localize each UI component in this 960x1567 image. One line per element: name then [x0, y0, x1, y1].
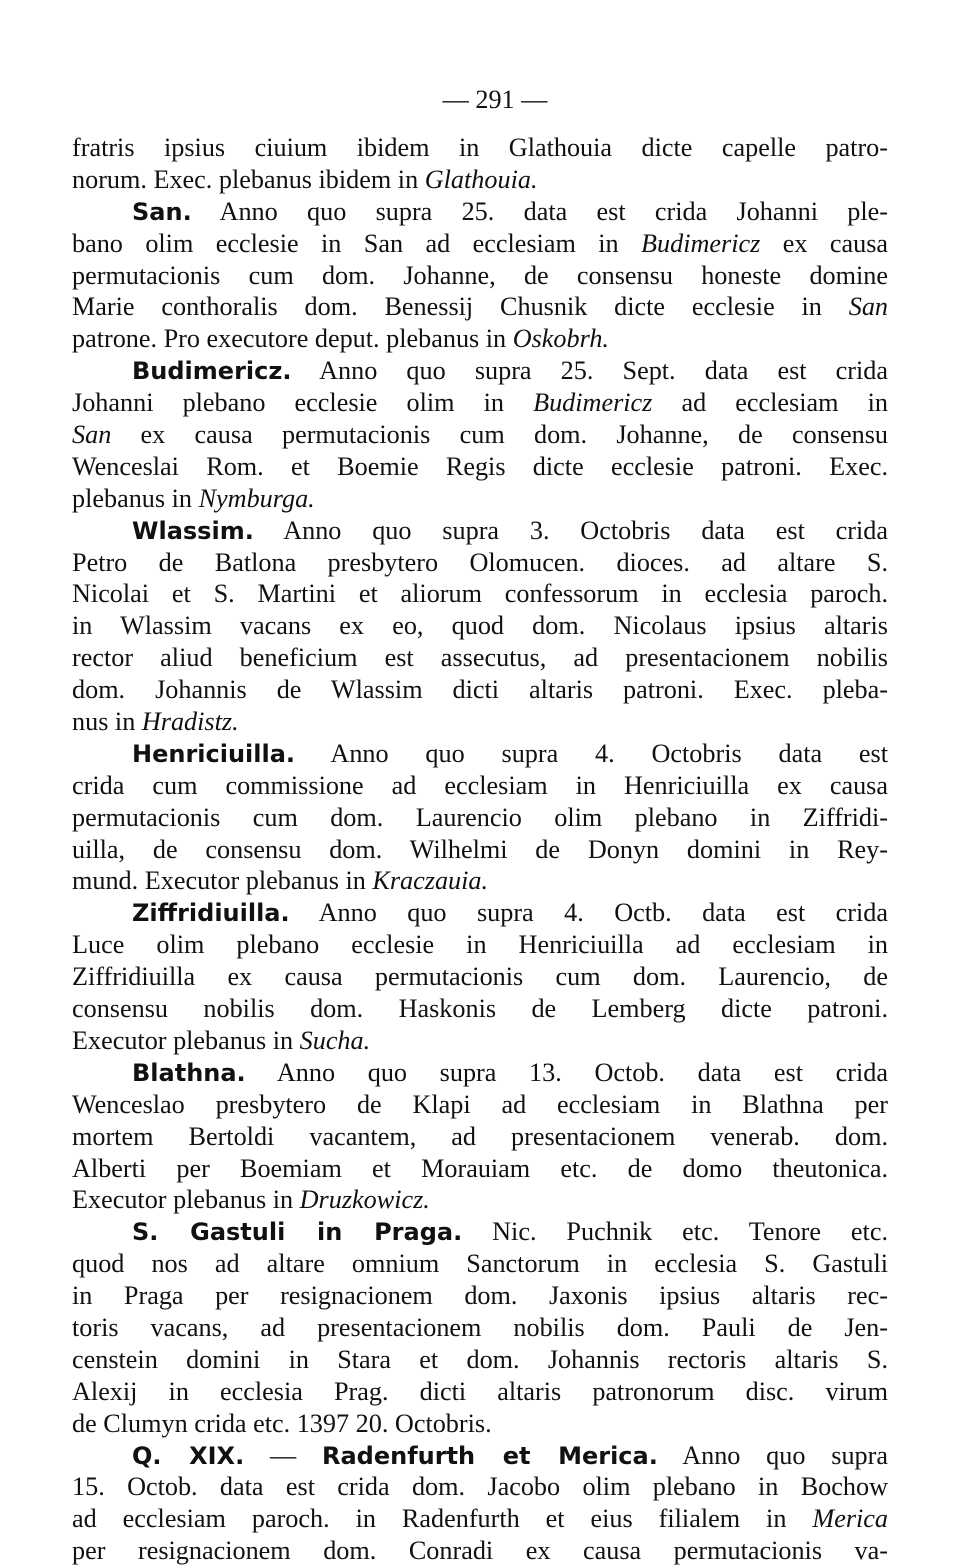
text-line: quod nos ad altare omnium Sanctorum in ecclesia S. Gastuli — [72, 1249, 888, 1279]
text-line: mortem Bertoldi vacantem, ad presentacionem venerab. dom. — [72, 1121, 888, 1151]
entry-henriciuilla: Henriciuilla. Anno quo supra 4. Octobris data est — [132, 738, 888, 768]
text-line: de Clumyn crida etc. 1397 20. Octobris. — [72, 1408, 492, 1438]
text-line: San ex causa permutacionis cum dom. Johanne, de consensu — [72, 420, 888, 450]
text-line: permutacionis cum dom. Laurencio olim plebano in Ziffridi- — [72, 802, 888, 832]
entry-ziffridiuilla: Ziffridiuilla. Anno quo supra 4. Octb. data est crida — [132, 898, 888, 928]
text-line: norum. Exec. plebanus ibidem in Glathouia. — [72, 164, 538, 194]
entry-wlassim: Wlassim. Anno quo supra 3. Octobris data est crida — [132, 515, 888, 545]
text-line: Wenceslao presbytero de Klapi ad ecclesiam in Blathna per — [72, 1089, 888, 1119]
page-number: — 291 — — [442, 85, 548, 114]
text-line: nus in Hradistz. — [72, 707, 239, 737]
text-line: ad ecclesiam paroch. in Radenfurth et eius filialem in Merica — [72, 1504, 888, 1534]
text-line: 15. Octob. data est crida dom. Jacobo olim plebano in Bochow — [72, 1472, 888, 1502]
text-line: fratris ipsius ciuium ibidem in Glathouia dicte capelle patro- — [72, 133, 888, 162]
text-line: bano olim ecclesie in San ad ecclesiam in Budimericz ex causa — [72, 228, 889, 258]
text-line: plebanus in Nymburga. — [72, 483, 315, 513]
text-line: Alberti per Boemiam et Morauiam etc. de domo theutonica. — [72, 1153, 888, 1183]
text-line: Ziffridiuilla ex causa permutacionis cum dom. Laurencio, de — [72, 962, 888, 992]
entry-san: San. Anno quo supra 25. data est crida Johanni ple- — [132, 196, 888, 226]
text-line: per resignacionem dom. Conradi ex causa permutacionis va- — [72, 1536, 888, 1566]
text-line: Wenceslai Rom. et Boemie Regis dicte ecclesie patroni. Exec. — [72, 451, 888, 481]
text-line: Johanni plebano ecclesie olim in Budimericz ad ecclesiam in — [72, 388, 888, 418]
text-line: permutacionis cum dom. Johanne, de consensu honeste domine — [72, 260, 888, 290]
text-line: mund. Executor plebanus in Kraczauia. — [72, 866, 489, 896]
text-line: Luce olim plebano ecclesie in Henriciuilla ad ecclesiam in — [72, 930, 888, 960]
entry-budimericz: Budimericz. Anno quo supra 25. Sept. data est crida — [132, 356, 888, 386]
text-line: Petro de Batlona presbytero Olomucen. dioces. ad altare S. — [72, 547, 888, 577]
text-line: patrone. Pro executore deput. plebanus in Oskobrh. — [72, 324, 609, 354]
entry-radenfurth: Q. XIX. — Radenfurth et Merica. Anno quo supra — [132, 1440, 888, 1470]
text-line: in Wlassim vacans ex eo, quod dom. Nicolaus ipsius altaris — [72, 611, 888, 641]
entry-blathna: Blathna. Anno quo supra 13. Octob. data est crida — [132, 1057, 888, 1087]
text-line: in Praga per resignacionem dom. Jaxonis ipsius altaris rec- — [72, 1281, 888, 1311]
text-line: uilla, de consensu dom. Wilhelmi de Donyn domini in Rey- — [72, 834, 888, 864]
text-line: Executor plebanus in Sucha. — [72, 1025, 371, 1055]
text-line: consensu nobilis dom. Haskonis de Lemberg dicte patroni. — [72, 994, 888, 1024]
text-line: Executor plebanus in Druzkowicz. — [72, 1185, 430, 1215]
entry-s-gastuli: S. Gastuli in Praga. Nic. Puchnik etc. Tenore etc. — [132, 1217, 889, 1247]
page — [72, 80, 888, 1567]
text-line: dom. Johannis de Wlassim dicti altaris patroni. Exec. pleba- — [72, 675, 888, 705]
text-line: crida cum commissione ad ecclesiam in Henriciuilla ex causa — [72, 770, 888, 800]
text-line: Alexij in ecclesia Prag. dicti altaris patronorum disc. virum — [72, 1376, 888, 1406]
text-line: Marie conthoralis dom. Benessij Chusnik dicte ecclesie in San — [72, 292, 888, 322]
text-line: Nicolai et S. Martini et aliorum confessorum in ecclesia paroch. — [72, 579, 888, 609]
text-line: censtein domini in Stara et dom. Johannis rectoris altaris S. — [72, 1344, 888, 1374]
text-line: rector aliud beneficium est assecutus, ad presentacionem nobilis — [72, 643, 888, 673]
text-line: toris vacans, ad presentacionem nobilis dom. Pauli de Jen- — [72, 1312, 888, 1342]
